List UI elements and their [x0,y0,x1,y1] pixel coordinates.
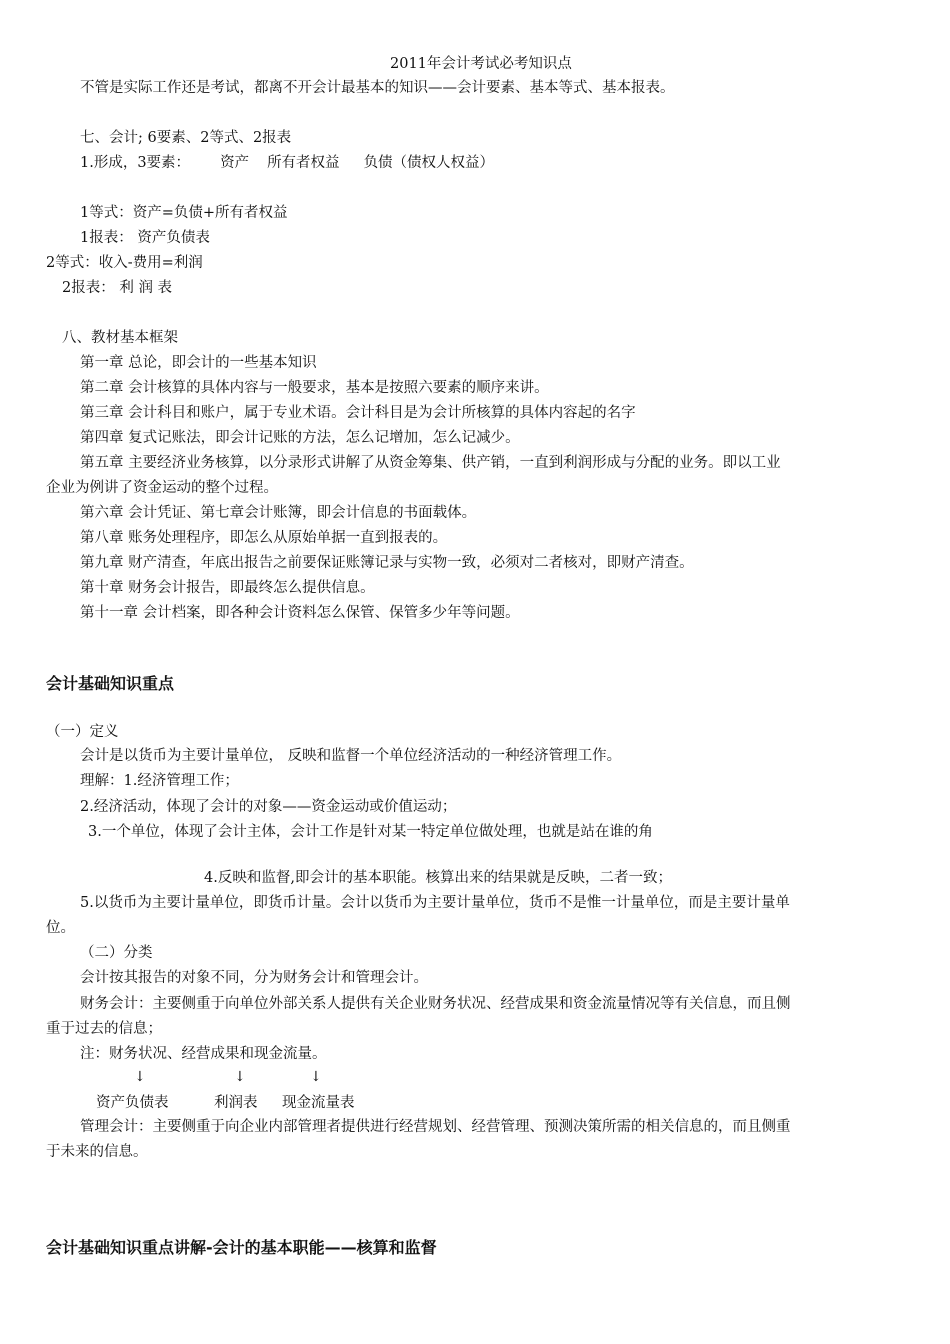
cash-flow-statement-label: 现金流量表 [282,1095,355,1111]
chapter-3: 第三章 会计科目和账户，属于专业术语。会计科目是为会计所核算的具体内容起的名字 [80,405,636,421]
section-eight-heading: 八、教材基本框架 [62,330,178,346]
statements-note: 注：财务状况、经营成果和现金流量。 [80,1046,327,1062]
classification-title: （二）分类 [80,945,153,961]
equation-one: 1等式：资产=负债+所有者权益 [80,205,288,221]
classification-text: 会计按其报告的对象不同，分为财务会计和管理会计。 [80,970,428,986]
understanding-point-5-line1: 5.以货币为主要计量单位，即货币计量。会计以货币为主要计量单位，货币不是惟一计量单位，而是主要计量单 [80,895,790,911]
elements-line [80,153,494,173]
chapter-9: 第九章 财产清查，年底出报告之前要保证账簿记录与实物一致，必须对二者核对，即财产清查。 [80,555,694,571]
understanding-point-5-line2: 位。 [46,920,75,936]
chapter-5-line1: 第五章 主要经济业务核算，以分录形式讲解了从资金筹集、供产销，一直到利润形成与分配的业务。即以工业 [80,455,781,471]
balance-sheet-label: 资产负债表 [96,1095,169,1111]
elements-prefix: 1.形成，3要素： [80,155,191,171]
section-seven-heading: 七、会计; 6要素、2等式、2报表 [80,130,292,146]
financial-accounting-line1: 财务会计：主要侧重于向单位外部关系人提供有关企业财务状况、经营成果和资金流量情况等有关信息，而且侧 [80,996,791,1012]
intro-paragraph: 不管是实际工作还是考试，都离不开会计最基本的知识——会计要素、基本等式、基本报表。 [80,80,675,96]
chapter-5-line2: 企业为例讲了资金运动的整个过程。 [46,480,278,496]
chapter-4: 第四章 复式记账法，即会计记账的方法，怎么记增加，怎么记减少。 [80,430,520,446]
chapter-2: 第二章 会计核算的具体内容与一般要求，基本是按照六要素的顺序来讲。 [80,380,549,396]
report-two: 2报表： 利 润 表 [62,280,173,296]
document-title: 2011年会计考试必考知识点 [390,56,572,72]
down-arrow-icon: ↓ [234,1069,246,1085]
definition-title: （一）定义 [46,724,119,740]
element-equity: 所有者权益 [267,155,340,171]
chapter-6-7: 第六章 会计凭证、第七章会计账簿，即会计信息的书面载体。 [80,505,477,521]
understanding-point-2: 2.经济活动，体现了会计的对象——资金运动或价值运动； [80,799,457,815]
element-liabilities: 负债（债权人权益） [363,155,495,171]
chapter-11: 第十一章 会计档案，即各种会计资料怎么保管、保管多少年等问题。 [80,605,520,621]
equation-two: 2等式：收入-费用=利润 [46,255,203,271]
financial-accounting-line2: 重于过去的信息； [46,1021,162,1037]
functions-heading: 会计基础知识重点讲解-会计的基本职能——核算和监督 [46,1238,437,1257]
chapter-10: 第十章 财务会计报告，即最终怎么提供信息。 [80,580,375,596]
down-arrow-icon: ↓ [310,1069,322,1085]
management-accounting-line1: 管理会计：主要侧重于向企业内部管理者提供进行经营规划、经营管理、预测决策所需的相关信息的，而且侧重 [80,1119,791,1135]
element-assets: 资产 [220,155,250,171]
understanding-point-4: 4.反映和监督,即会计的基本职能。核算出来的结果就是反映，二者一致； [204,870,672,886]
income-statement-label: 利润表 [214,1095,258,1111]
down-arrow-icon: ↓ [134,1069,146,1085]
key-points-heading: 会计基础知识重点 [46,674,175,693]
report-one: 1报表： 资产负债表 [80,230,210,246]
understanding-point-1: 理解：1.经济管理工作； [80,773,239,789]
management-accounting-line2: 于未来的信息。 [46,1144,148,1160]
understanding-point-3: 3.一个单位，体现了会计主体，会计工作是针对某一特定单位做处理，也就是站在谁的角 [88,824,653,840]
definition-text: 会计是以货币为主要计量单位， 反映和监督一个单位经济活动的一种经济管理工作。 [80,748,622,764]
chapter-8: 第八章 账务处理程序，即怎么从原始单据一直到报表的。 [80,530,448,546]
chapter-1: 第一章 总论，即会计的一些基本知识 [80,355,317,371]
